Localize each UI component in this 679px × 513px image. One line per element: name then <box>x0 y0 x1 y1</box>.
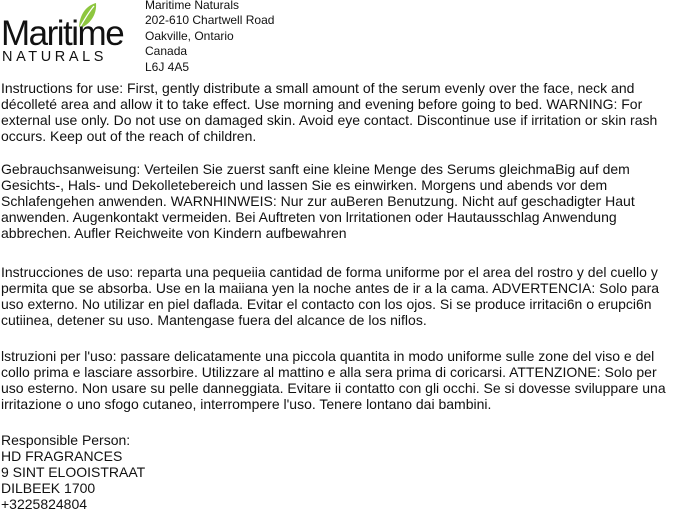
address-line: Maritime Naturals <box>145 0 240 12</box>
instructions-german: Gebrauchsanweisung: Verteilen Sie zuerst sanft eine kleine Menge des Serums gleichmaBig auf dem Gesichts-, Hals- und Dekolletebereich und lassen Sie es einwirken. Morgens und abends vor dem Schlafengehen anwenden. WARNHINWEIS: Nur zur auBeren Benutzung. Nicht auf geschadigter Haut anwenden. Augenkontakt vermeiden. Bei Auftreten von lrritationen oder Hautausschlag Anwendung abbrechen. Aufler Reichweite von Kindern aufbewahren <box>1 161 635 242</box>
address-line: Canada <box>145 44 188 59</box>
maritime-naturals-logo <box>1 2 127 68</box>
company-address <box>145 0 274 75</box>
responsible-person-line: 9 SINT ELOOISTRAAT <box>1 464 146 481</box>
instructions-spanish: Instrucciones de uso: reparta una pequeiia cantidad de forma uniforme por el area del rostro y del cuello y permita que se absorba. Use en la maiiana yen la noche antes de ir a la cama. ADVERTENCIA: Solo para uso externo. No utilizar en piel daflada. Evitar el contacto con los ojos. Si se produce irritaci6n o erupci6n cutiinea, detener su uso. Mantengase fuera del alcance de los niflos. <box>1 264 660 329</box>
responsible-person-heading: Responsible Person: <box>1 432 131 448</box>
logo-tagline: NATURALS <box>2 49 108 65</box>
address-line: Oakville, Ontario <box>145 28 234 43</box>
instructions-english: Instructions for use: First, gently distribute a small amount of the serum evenly over the face, neck and décolleté area and allow it to take effect. Use morning and evening before going to bed. WARNING: For external use only. Do not use on damaged skin. Avoid eye contact. Discontinue use if irritation or skin rash occurs. Keep out of the reach of children. <box>1 80 658 145</box>
responsible-person <box>1 432 145 512</box>
logo-name: Maritime <box>1 14 124 53</box>
responsible-person-line: HD FRAGRANCES <box>1 448 123 465</box>
address-line: 202-610 Chartwell Road <box>145 13 275 28</box>
address-line: L6J 4A5 <box>145 59 190 74</box>
instructions-italian: lstruzioni per l'uso: passare delicatamente una piccola quantita in modo uniforme sulle zone del viso e del collo prima e lasciare assorbire. Utilizzare al mattino e alla sera prima di coricarsi. ATTENZIONE: Solo per uso esterno. Non usare su pelle danneggiata. Evitare ii contatto con gli occhi. Se si dovesse sviluppare una irritazione o uno sfogo cutaneo, interrompere l'uso. Tenere lontano dai bambini. <box>1 348 666 413</box>
responsible-person-line: +3225824804 <box>1 496 88 513</box>
responsible-person-line: DILBEEK 1700 <box>1 480 96 497</box>
